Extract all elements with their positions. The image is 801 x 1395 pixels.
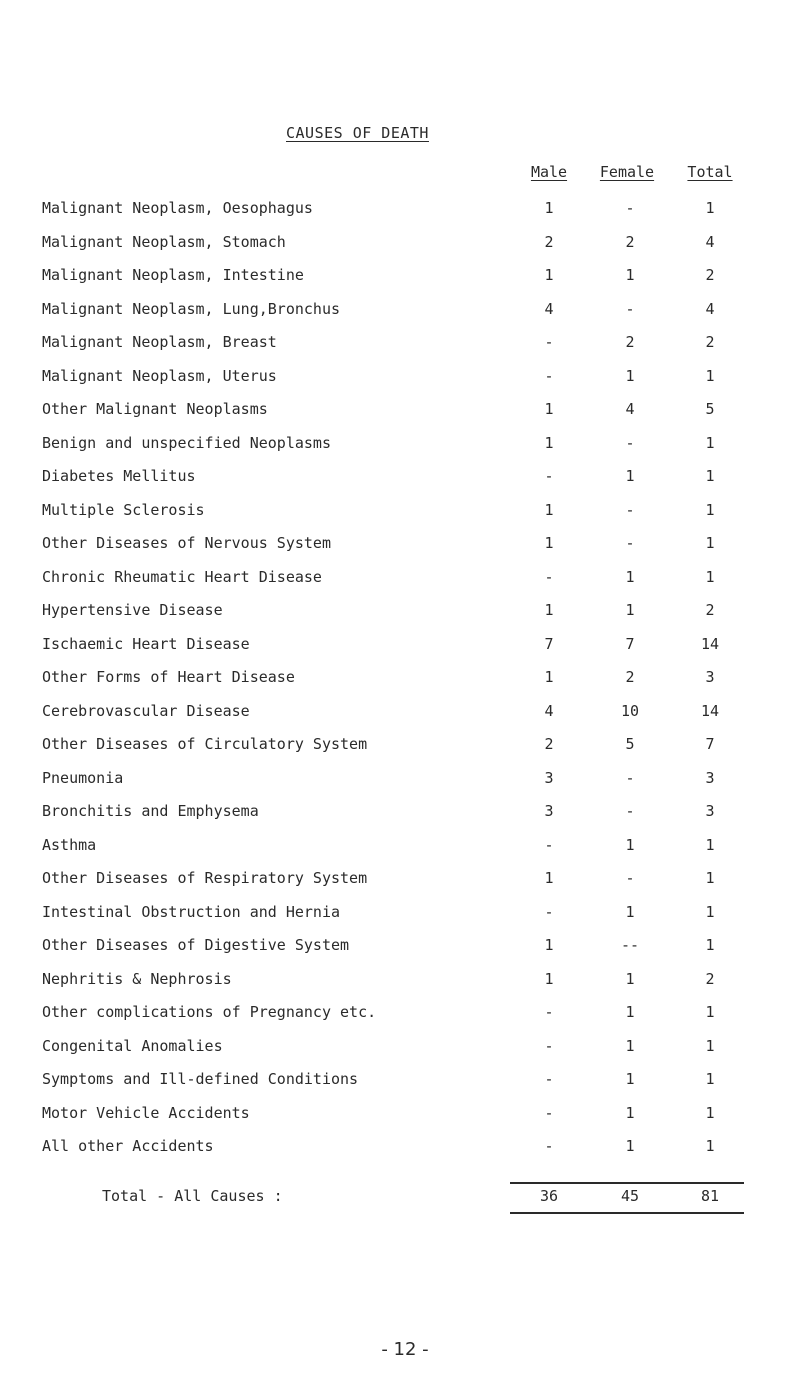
cause-label: Malignant Neoplasm, Intestine [42, 266, 304, 284]
male-count: 2 [544, 232, 554, 251]
female-count: 1 [625, 567, 635, 586]
total-count: 14 [700, 634, 720, 653]
female-count: 1 [625, 1103, 635, 1122]
total-count: 3 [705, 668, 715, 686]
female-count: 1 [625, 1070, 635, 1088]
female-count: -- [620, 936, 640, 954]
total-count: 1 [705, 902, 715, 921]
total-count: 2 [705, 333, 715, 351]
male-count: - [544, 835, 554, 854]
female-count: 1 [625, 1137, 635, 1155]
female-count: - [625, 199, 635, 217]
table-row [0, 903, 801, 937]
female-count: 1 [625, 969, 635, 988]
total-count: 1 [705, 835, 715, 854]
total-count: 1 [705, 467, 715, 485]
totals-male: 36 [539, 1187, 559, 1205]
table-row [0, 869, 801, 903]
male-count: - [544, 467, 554, 485]
cause-label: Malignant Neoplasm, Breast [42, 333, 277, 351]
table-row [0, 233, 801, 267]
total-count: 4 [705, 232, 715, 251]
female-count: 1 [625, 1003, 635, 1021]
cause-label: Pneumonia [42, 768, 124, 787]
table-row [0, 467, 801, 501]
table-row [0, 802, 801, 836]
cause-label: Benign and unspecified Neoplasms [42, 433, 331, 452]
female-count: 4 [625, 400, 635, 418]
cause-label: Other Malignant Neoplasms [42, 400, 268, 418]
causes-table [0, 199, 801, 1171]
total-count: 2 [705, 969, 715, 988]
totals-total: 81 [700, 1187, 720, 1205]
total-count: 2 [705, 266, 715, 284]
total-count: 4 [705, 299, 715, 318]
column-header-total: Total [687, 163, 733, 181]
male-count: 1 [544, 869, 554, 887]
table-row [0, 501, 801, 535]
table-row [0, 266, 801, 300]
table-row [0, 568, 801, 602]
cause-label: Malignant Neoplasm, Stomach [42, 232, 286, 251]
male-count: - [544, 1103, 554, 1122]
page-title: CAUSES OF DEATH [286, 124, 429, 142]
female-count: 1 [625, 366, 635, 385]
total-count: 1 [705, 567, 715, 586]
male-count: 1 [544, 266, 554, 284]
female-count: 2 [625, 333, 635, 351]
totals-female: 45 [620, 1187, 640, 1205]
column-header-male: Male [530, 163, 568, 181]
male-count: 1 [544, 199, 554, 217]
total-count: 1 [705, 500, 715, 519]
male-count: 4 [544, 701, 554, 720]
cause-label: Asthma [42, 835, 97, 854]
female-count: - [625, 768, 635, 787]
cause-label: Other Forms of Heart Disease [42, 668, 295, 686]
total-count: 7 [705, 735, 715, 753]
total-count: 1 [705, 1137, 715, 1155]
male-count: 7 [544, 634, 554, 653]
female-count: 2 [625, 668, 635, 686]
table-row [0, 367, 801, 401]
table-row [0, 1104, 801, 1138]
total-count: 1 [705, 1070, 715, 1088]
male-count: 1 [544, 936, 554, 954]
cause-label: Diabetes Mellitus [42, 467, 196, 485]
male-count: 2 [544, 735, 554, 753]
table-row [0, 601, 801, 635]
male-count: - [544, 1070, 554, 1088]
total-count: 1 [705, 1003, 715, 1021]
female-count: 1 [625, 1036, 635, 1055]
cause-label: Ischaemic Heart Disease [42, 634, 250, 653]
table-row [0, 534, 801, 568]
cause-label: Motor Vehicle Accidents [42, 1103, 250, 1122]
total-count: 1 [705, 1103, 715, 1122]
female-count: - [625, 534, 635, 552]
female-count: 2 [625, 232, 635, 251]
total-count: 3 [705, 802, 715, 820]
totals-bottom-rule [510, 1212, 744, 1214]
male-count: 1 [544, 400, 554, 418]
female-count: 5 [625, 735, 635, 753]
column-header-female: Female [599, 163, 655, 181]
totals-label: Total - All Causes : [102, 1187, 283, 1205]
cause-label: Hypertensive Disease [42, 601, 223, 619]
cause-label: Multiple Sclerosis [42, 500, 205, 519]
cause-label: Other Diseases of Digestive System [42, 936, 350, 954]
cause-label: Cerebrovascular Disease [42, 701, 250, 720]
female-count: 10 [620, 701, 640, 720]
table-row [0, 769, 801, 803]
female-count: 1 [625, 266, 635, 284]
cause-label: Other Diseases of Respiratory System [42, 869, 368, 887]
page-number: - 12 - [381, 1339, 429, 1360]
male-count: - [544, 902, 554, 921]
cause-label: Chronic Rheumatic Heart Disease [42, 567, 322, 586]
cause-label: Intestinal Obstruction and Hernia [42, 902, 341, 921]
male-count: - [544, 1137, 554, 1155]
total-count: 1 [705, 433, 715, 452]
male-count: - [544, 1003, 554, 1021]
cause-label: All other Accidents [42, 1137, 214, 1155]
female-count: - [625, 299, 635, 318]
total-count: 1 [705, 534, 715, 552]
male-count: 1 [544, 433, 554, 452]
total-count: 1 [705, 199, 715, 217]
female-count: 1 [625, 902, 635, 921]
female-count: - [625, 869, 635, 887]
table-row [0, 400, 801, 434]
male-count: - [544, 333, 554, 351]
table-row [0, 199, 801, 233]
table-row [0, 1137, 801, 1171]
total-count: 2 [705, 601, 715, 619]
male-count: 1 [544, 969, 554, 988]
totals-top-rule [510, 1182, 744, 1184]
female-count: - [625, 500, 635, 519]
male-count: 1 [544, 500, 554, 519]
male-count: 1 [544, 534, 554, 552]
table-row [0, 1003, 801, 1037]
table-row [0, 300, 801, 334]
male-count: - [544, 567, 554, 586]
cause-label: Other complications of Pregnancy etc. [42, 1003, 377, 1021]
total-count: 1 [705, 1036, 715, 1055]
female-count: - [625, 433, 635, 452]
cause-label: Malignant Neoplasm, Oesophagus [42, 199, 313, 217]
table-row [0, 970, 801, 1004]
table-row [0, 936, 801, 970]
table-row [0, 1070, 801, 1104]
total-count: 1 [705, 869, 715, 887]
total-count: 1 [705, 936, 715, 954]
table-row [0, 668, 801, 702]
male-count: 4 [544, 299, 554, 318]
male-count: 1 [544, 601, 554, 619]
male-count: - [544, 366, 554, 385]
total-count: 3 [705, 768, 715, 787]
female-count: 1 [625, 601, 635, 619]
cause-label: Malignant Neoplasm, Lung,Bronchus [42, 299, 341, 318]
total-count: 5 [705, 400, 715, 418]
table-row [0, 702, 801, 736]
cause-label: Nephritis & Nephrosis [42, 969, 232, 988]
cause-label: Congenital Anomalies [42, 1036, 223, 1055]
total-count: 1 [705, 366, 715, 385]
cause-label: Other Diseases of Nervous System [42, 534, 331, 552]
female-count: 1 [625, 835, 635, 854]
male-count: 1 [544, 668, 554, 686]
male-count: 3 [544, 802, 554, 820]
female-count: 7 [625, 634, 635, 653]
cause-label: Other Diseases of Circulatory System [42, 735, 368, 753]
table-row [0, 836, 801, 870]
female-count: - [625, 802, 635, 820]
table-row [0, 333, 801, 367]
cause-label: Symptoms and Ill-defined Conditions [42, 1070, 359, 1088]
total-count: 14 [700, 701, 720, 720]
male-count: - [544, 1036, 554, 1055]
table-row [0, 1037, 801, 1071]
cause-label: Malignant Neoplasm, Uterus [42, 366, 277, 385]
male-count: 3 [544, 768, 554, 787]
cause-label: Bronchitis and Emphysema [42, 802, 259, 820]
table-row [0, 434, 801, 468]
female-count: 1 [625, 467, 635, 485]
table-row [0, 635, 801, 669]
table-row [0, 735, 801, 769]
